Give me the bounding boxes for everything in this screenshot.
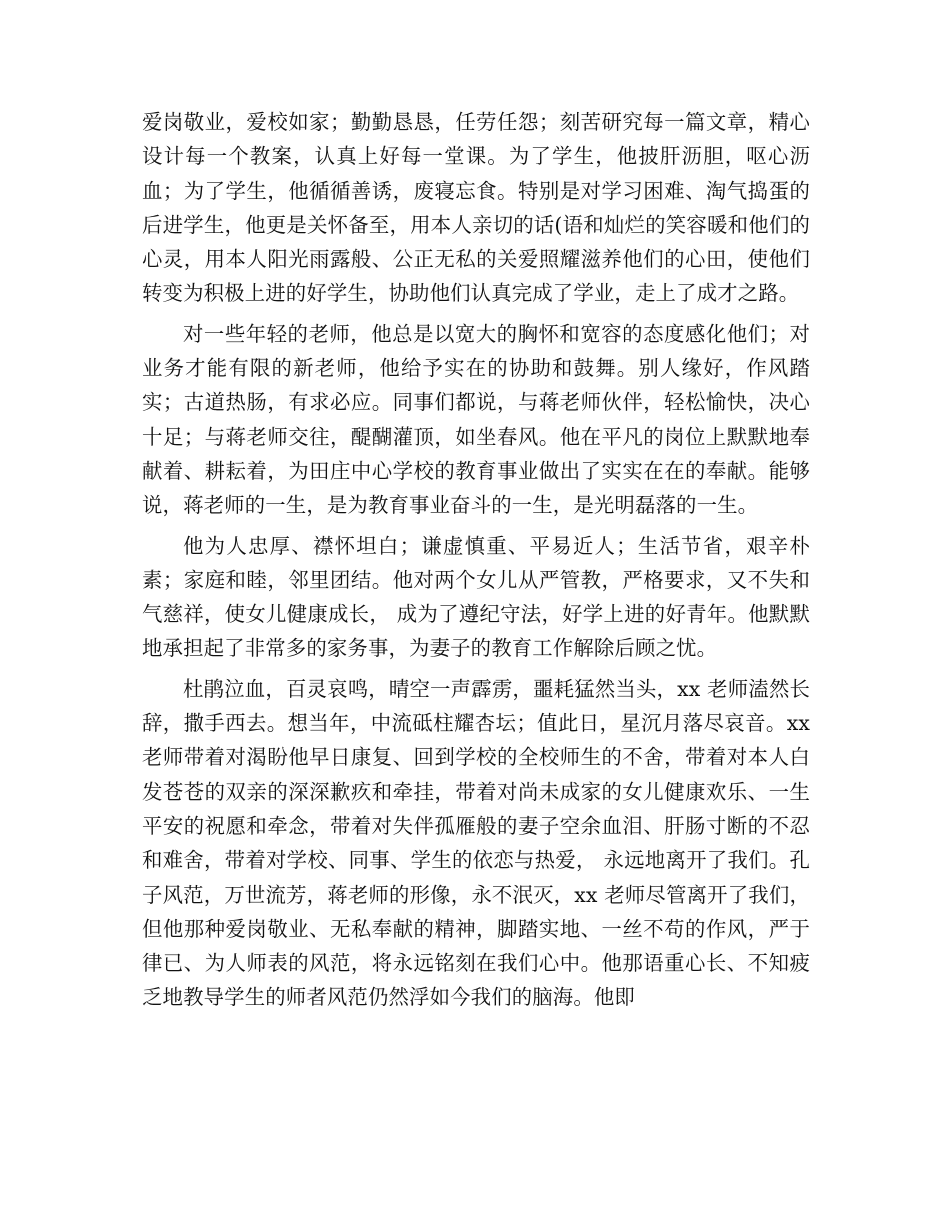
paragraph-2: 对一些年轻的老师，他总是以宽大的胸怀和宽容的态度感化他们；对业务才能有限的新老师，他给予实在的协助和鼓舞。别人缘好，作风踏实；古道热肠，有求必应。同事们都说，与蒋老师伙伴，轻松愉快，决心十足；与蒋老师交往，醍醐灌顶，如坐春风。他在平凡的岗位上默默地奉献着、耕耘着，为田庄中心学校的教育事业做出了实实在在的奉献。能够说，蒋老师的一生，是为教育事业奋斗的一生，是光明磊落的一生。: [142, 321, 810, 518]
document-body: [142, 105, 810, 1021]
paragraph-4: 杜鹃泣血，百灵哀鸣，晴空一声霹雳，噩耗猛然当头，xx 老师溘然长辞，撒手西去。想当年，中流砥柱耀杏坛；值此日，星沉月落尽哀音。xx 老师带着对渴盼他早日康复、回到学校的全校师生的不舍，带着对本人白发苍苍的双亲的深深歉疚和牵挂，带着对尚未成家的女儿健康欢乐、一生平安的祝愿和牵念，带着对失伴孤雁般的妻子空余血泪、肝肠寸断的不忍和难舍，带着对学校、同事、学生的依恋与热爱， 永远地离开了我们。孔子风范，万世流芳，蒋老师的形像，永不泯灭，xx 老师尽管离开了我们，但他那种爱岗敬业、无私奉献的精神，脚踏实地、一丝不苟的作风，严于律已、为人师表的风范，将永远铭刻在我们心中。他那语重心长、不知疲乏地教导学生的师者风范仍然浮如今我们的脑海。他即: [142, 676, 810, 1010]
paragraph-1: 爱岗敬业，爱校如家；勤勤恳恳，任劳任怨；刻苦研究每一篇文章，精心设计每一个教案，认真上好每一堂课。为了学生，他披肝沥胆，呕心沥血；为了学生，他循循善诱，废寝忘食。特别是对学习困难、淘气捣蛋的后进学生，他更是关怀备至，用本人亲切的话(语和灿烂的笑容暖和他们的心灵，用本人阳光雨露般、公正无私的关爱照耀滋养他们的心田，使他们转变为积极上进的好学生，协助他们认真完成了学业，走上了成才之路。: [142, 110, 810, 306]
paragraph-3: 他为人忠厚、襟怀坦白；谦虚慎重、平易近人；生活节省，艰辛朴素；家庭和睦，邻里团结。他对两个女儿从严管教，严格要求，又不失和气慈祥，使女儿健康成长， 成为了遵纪守法，好学上进的好青年。他默默地承担起了非常多的家务事，为妻子的教育工作解除后顾之忧。: [142, 533, 810, 661]
